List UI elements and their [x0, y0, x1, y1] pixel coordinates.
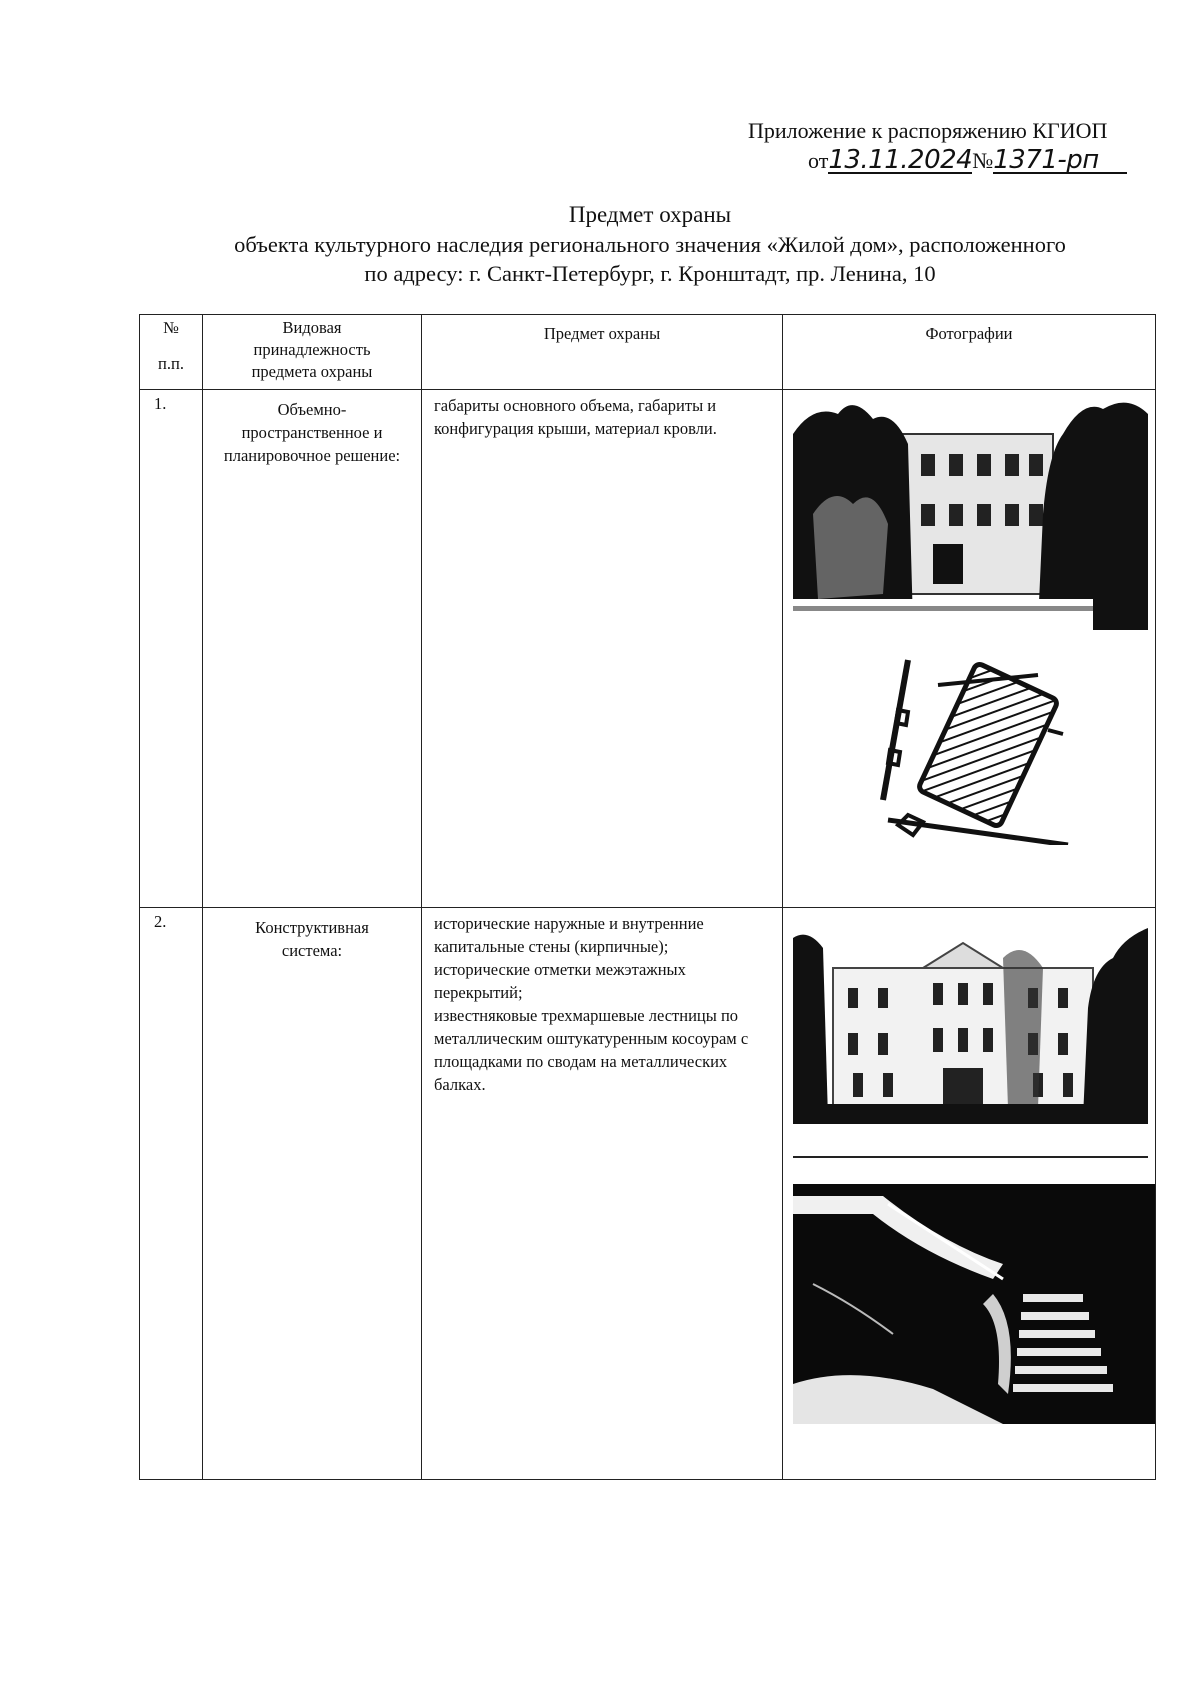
header-photos [783, 315, 1156, 390]
document-subtitle-line1: объекта культурного наследия регионального значения «Жилой дом», расположенного [234, 232, 1066, 257]
row-kind [203, 390, 422, 908]
row-kind-text: Конструктивная система: [255, 918, 369, 960]
handwritten-date: 13.11.2024 [828, 145, 973, 175]
handwritten-number: 1371-рп [993, 148, 1127, 174]
row-kind-text: Объемно-пространственное и планировочное решение: [223, 400, 401, 465]
date-prefix: от [808, 148, 829, 173]
header-num-symbol: № [163, 318, 179, 337]
site-plan-drawing [878, 650, 1078, 845]
subject-line-walls: исторические наружные и внутренние капитальные стены (кирпичные); [434, 914, 704, 956]
protection-subject-table [139, 314, 1156, 1480]
header-subject-text: Предмет охраны [543, 324, 661, 343]
table-row [140, 908, 1156, 1480]
header-num-abbr: п.п. [158, 354, 184, 373]
table-header-row [140, 315, 1156, 390]
table-row [140, 390, 1156, 908]
row-photos [783, 908, 1156, 1480]
row-number: 2. [140, 908, 203, 1480]
header-photos-text: Фотографии [925, 324, 1013, 343]
staircase-interior-photo [793, 1184, 1155, 1424]
row-subject [422, 908, 783, 1480]
document-subtitle-line2: по адресу: г. Санкт-Петербург, г. Кронштадт, пр. Ленина, 10 [364, 261, 936, 286]
row-subject: габариты основного объема, габариты и конфигурация крыши, материал кровли. [422, 390, 783, 908]
photo-divider [793, 1156, 1148, 1158]
row-number: 1. [140, 390, 203, 908]
subject-line-stairs: известняковые трехмаршевые лестницы по металлическим оштукатуренным косоурам с площадками по сводам на металлических балках. [434, 1006, 749, 1094]
header-subject [422, 315, 783, 390]
order-date-number [808, 145, 1127, 175]
building-facade-photo [793, 394, 1148, 630]
header-num [140, 315, 203, 390]
row-kind [203, 908, 422, 1480]
document-title: Предмет охраны [568, 202, 732, 227]
appendix-header: Приложение к распоряжению КГИОП [748, 118, 1108, 143]
header-kind-text: Видовая принадлежность предмета охраны [251, 318, 373, 381]
building-street-photo [793, 928, 1148, 1124]
number-prefix: № [972, 148, 994, 173]
subject-line-floors: исторические отметки межэтажных перекрытий; [434, 960, 686, 1002]
row-photos [783, 390, 1156, 908]
header-kind [203, 315, 422, 390]
